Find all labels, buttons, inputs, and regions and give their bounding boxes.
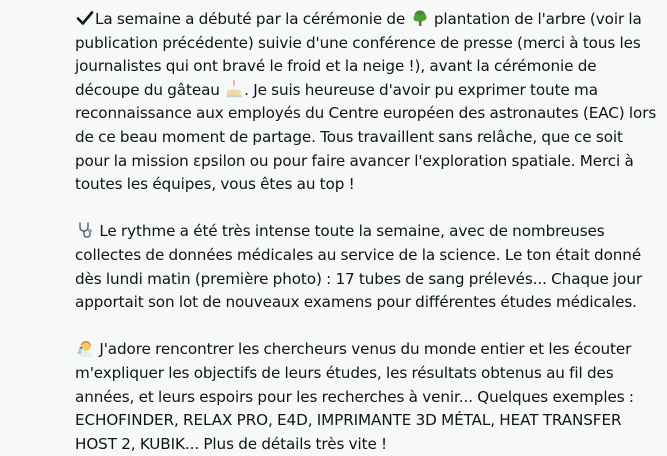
scientist-icon <box>76 339 94 357</box>
tree-icon <box>411 9 429 27</box>
paragraph-ceremony <box>75 8 661 197</box>
birthday-cake-icon <box>225 80 243 98</box>
paragraph-medical <box>75 220 661 314</box>
stethoscope-icon <box>76 221 94 239</box>
paragraph-text-part: . Je suis heureuse d'avoir pu exprimer toute ma reconnaissance aux employés du Centre européen des astronautes (EAC) lors de ce beau moment de partage. Tous travaillent sans relâche, que ce soit pour la mission εpsilon ou pour faire avancer l'exploration spatiale. Merci à toutes les équipes, vous êtes au top ! <box>75 80 657 194</box>
paragraph-text-part: plantation de l'arbre (voir la publication précédente) suivie d'une conférence de presse (merci à tous les journalistes qui ont bravé le froid et la neige !), avant la cérémonie de découpe du gâteau <box>75 10 642 99</box>
paragraph-text: J'adore rencontrer les chercheurs venus du monde entier et les écouter m'expliquer les objectifs de leurs études, les résultats obtenus au fil des années, et leurs espoirs pour les recherches à venir... Quelques exemples : ECHOFINDER, RELAX PRO, E4D, IMPRIMANTE 3D MÉTAL, HEAT TRANSFER HOST 2, KUBIK... Plus de détails très vite ! <box>75 340 634 453</box>
check-mark-icon <box>76 9 94 27</box>
paragraph-text: Le rythme a été très intense toute la semaine, avec de nombreuses collectes de données médicales au service de la science. Le ton était donné dès lundi matin (première photo) : 17 tubes de sang prélevés... Chaque jour apportait son lot de nouveaux examens pour différentes études médicales. <box>75 222 643 312</box>
paragraph-text-part: La semaine a débuté par la cérémonie de <box>95 10 406 28</box>
paragraph-research <box>75 338 661 456</box>
